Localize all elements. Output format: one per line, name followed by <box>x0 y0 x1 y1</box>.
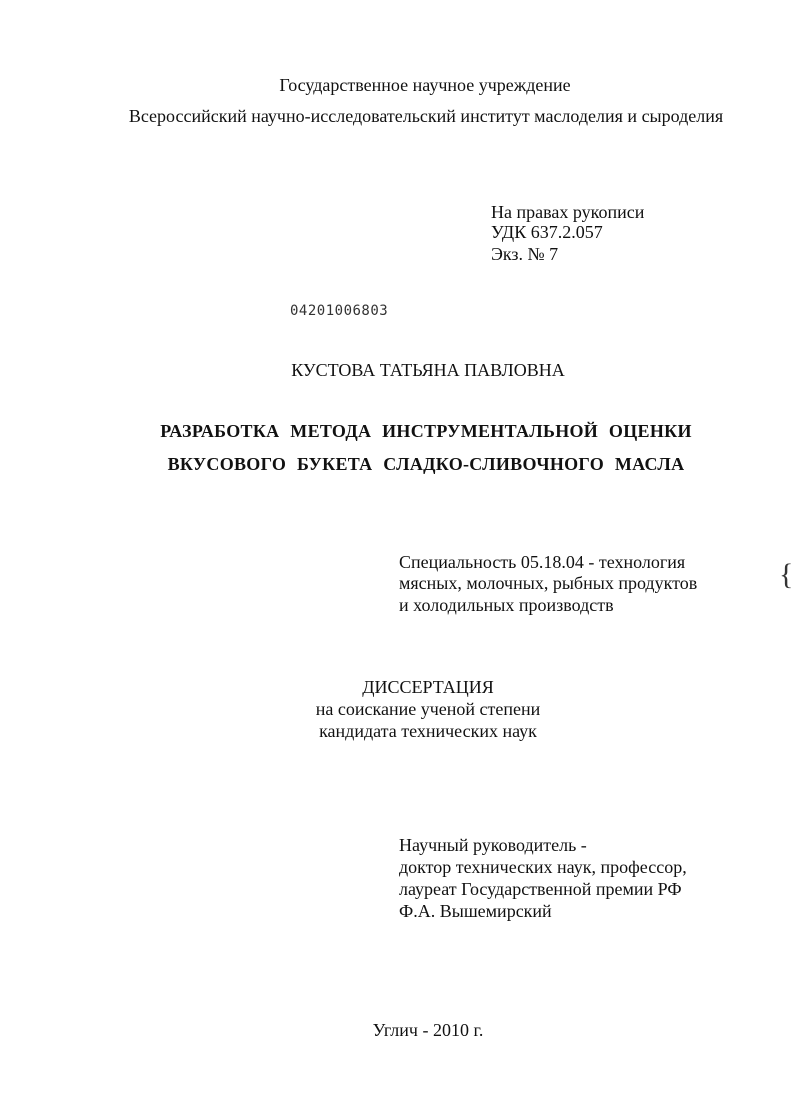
specialty-line-3: и холодильных производств <box>399 595 614 615</box>
supervisor-name: Ф.А. Вышемирский <box>399 901 552 921</box>
udk-code: УДК 637.2.057 <box>491 222 603 242</box>
institution-type: Государственное научное учреждение <box>279 75 571 95</box>
margin-bracket-mark: { <box>779 558 794 591</box>
supervisor-degree: доктор технических наук, профессор, <box>399 857 687 877</box>
institute-name: Всероссийский научно-исследовательский институт маслоделия и сыроделия <box>128 106 724 126</box>
place-and-year: Углич - 2010 г. <box>372 1020 484 1040</box>
specialty-line-2: мясных, молочных, рыбных продуктов <box>399 573 698 593</box>
thesis-title-line-1: РАЗРАБОТКА МЕТОДА ИНСТРУМЕНТАЛЬНОЙ ОЦЕНКИ <box>160 421 692 441</box>
degree-line-1: на соискание ученой степени <box>315 699 541 719</box>
author-name: КУСТОВА ТАТЬЯНА ПАВЛОВНА <box>291 360 565 380</box>
manuscript-rights: На правах рукописи <box>491 202 645 222</box>
supervisor-label: Научный руководитель - <box>399 835 587 855</box>
library-stamp-number: 04201006803 <box>290 303 389 319</box>
copy-number: Экз. № 7 <box>491 244 559 264</box>
specialty-line-1: Специальность 05.18.04 - технология <box>399 552 686 572</box>
degree-line-2: кандидата технических наук <box>319 721 537 741</box>
supervisor-award: лауреат Государственной премии РФ <box>399 879 682 899</box>
dissertation-heading: ДИССЕРТАЦИЯ <box>362 677 494 697</box>
thesis-title-line-2: ВКУСОВОГО БУКЕТА СЛАДКО-СЛИВОЧНОГО МАСЛА <box>167 454 685 474</box>
